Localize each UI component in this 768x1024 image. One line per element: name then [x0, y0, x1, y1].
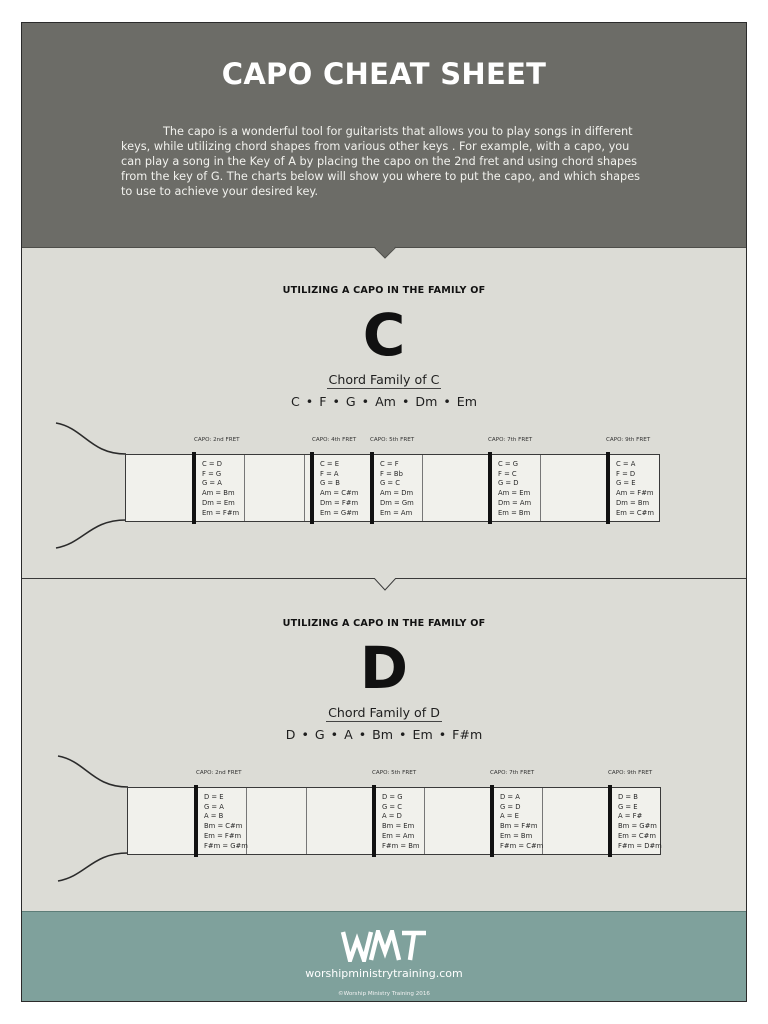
- family-title: Chord Family of C: [328, 372, 440, 387]
- chord-chart: C = D F = G G = A Am = Bm Dm = Em Em = F#m: [202, 460, 240, 517]
- chord-chart: D = A G = D A = E Bm = F#m Em = Bm F#m = C#m: [500, 793, 544, 850]
- page-title: CAPO CHEAT SHEET: [221, 57, 547, 91]
- footer-banner: [22, 911, 746, 1002]
- capo-bar: [488, 452, 492, 524]
- capo-bar: [310, 452, 314, 524]
- capo-bar: [490, 785, 494, 857]
- chord-chart: C = E F = A G = B Am = C#m Dm = F#m Em = G#m: [320, 460, 359, 517]
- chord-list: D • G • A • Bm • Em • F#m: [285, 727, 483, 742]
- wmt-logo-icon: [340, 930, 430, 962]
- copyright-text: ©Worship Ministry Training 2016: [338, 991, 430, 997]
- capo-bar: [194, 785, 198, 857]
- capo-label: CAPO: 9th FRET: [606, 437, 651, 443]
- capo-label: CAPO: 5th FRET: [370, 437, 415, 443]
- section-family-c: [22, 248, 746, 578]
- chord-chart: C = F F = Bb G = C Am = Dm Dm = Gm Em = Am: [380, 460, 414, 517]
- capo-bar: [608, 785, 612, 857]
- chord-list: C • F • G • Am • Dm • Em: [290, 394, 478, 409]
- chord-chart: D = G G = C A = D Bm = Em Em = Am F#m = Bm: [382, 793, 420, 850]
- header-banner: [22, 23, 746, 248]
- cheat-sheet-page: [21, 22, 747, 1002]
- capo-label: CAPO: 5th FRET: [372, 770, 417, 776]
- capo-label: CAPO: 7th FRET: [488, 437, 533, 443]
- family-letter: D: [359, 634, 409, 702]
- capo-label: CAPO: 4th FRET: [312, 437, 357, 443]
- family-title: Chord Family of D: [328, 705, 440, 720]
- website-link[interactable]: worshipministrytraining.com: [305, 967, 463, 980]
- fretboard-c: [125, 454, 660, 522]
- section-family-d: [22, 579, 746, 909]
- capo-bar: [606, 452, 610, 524]
- chord-chart: D = E G = A A = B Bm = C#m Em = F#m F#m = G#m: [204, 793, 248, 850]
- capo-label: CAPO: 2nd FRET: [194, 437, 240, 443]
- capo-label: CAPO: 2nd FRET: [196, 770, 242, 776]
- guitar-headstock-icon: [22, 422, 132, 552]
- capo-bar: [372, 785, 376, 857]
- capo-label: CAPO: 7th FRET: [490, 770, 535, 776]
- fretboard-d: [127, 787, 661, 855]
- chord-chart: D = B G = E A = F# Bm = G#m Em = C#m F#m = D#m: [618, 793, 662, 850]
- capo-label: CAPO: 9th FRET: [608, 770, 653, 776]
- intro-paragraph: The capo is a wonderful tool for guitarists that allows you to play songs in different keys, while utilizing chord shapes from various other keys . For example, with a capo, you can play a song in the Key of A by placing the capo on the 2nd fret and using chord shapes from the key of G. The charts below will show you where to put the capo, and which shapes to use to achieve your desired key.: [121, 125, 641, 198]
- chord-chart: C = A F = D G = E Am = F#m Dm = Bm Em = C#m: [616, 460, 654, 517]
- capo-bar: [370, 452, 374, 524]
- guitar-headstock-icon: [22, 755, 134, 885]
- chord-chart: C = G F = C G = D Am = Em Dm = Am Em = Bm: [498, 460, 532, 517]
- family-letter: C: [362, 301, 406, 369]
- capo-bar: [192, 452, 196, 524]
- section-heading: UTILIZING A CAPO IN THE FAMILY OF: [282, 285, 486, 296]
- section-heading: UTILIZING A CAPO IN THE FAMILY OF: [282, 618, 486, 629]
